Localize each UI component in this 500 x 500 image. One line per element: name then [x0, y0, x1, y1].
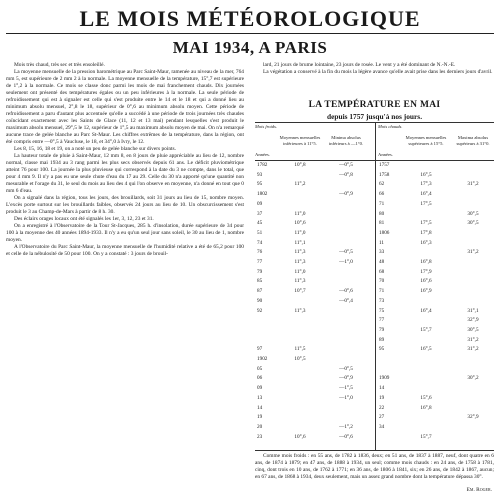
cell-mean-cold: 11°,3	[294, 259, 306, 265]
cell-year-warm: 62	[379, 181, 385, 188]
cell-year-warm: 33	[379, 249, 385, 256]
column-header-year: Années.	[378, 152, 393, 157]
cell-min-cold: —0°,8	[339, 171, 353, 178]
cell-min-cold: —0°,5	[339, 162, 353, 168]
cell-mean-cold: 11°,1	[294, 239, 306, 246]
cell-mean-warm: 17°,9	[420, 268, 432, 275]
cell-year-cold: 23	[257, 433, 263, 440]
table-row	[255, 240, 494, 248]
table-row	[255, 327, 494, 335]
cell-min-cold: —0°,9	[339, 191, 353, 198]
paragraph: La moyenne mensuelle de la pression barométrique au Parc Saint-Maur, ramenée au niveau de la mer, 764 mm 5, est supérieure de 2 mm 2 à la normale. La moyenne mensuelle de la température, 15°,7 est supérieure de 1°,2 à la normale. Ce mois se classe donc parmi les mois de mai franchement chauds. Dix journées seulement ont présenté des températures égales ou un peu inférieures à la normale. La seule période de refroidissement qui est à signaler est celle qui s'est produite entre le 14 et le 18 et qui a donné lieu au minimum absolu mensuel, 2°,8 le 18, supérieur de 0°,6 au minimum absolu moyen. Cette période de refroidissement a paru d'autant plus accentuée qu'elle a succédé à une période de trois journées très chaudes coïncidant exactement avec les Saints de Glace (11, 12 et 13 mai) pendant lesquelles s'est produit le maximum absolu mensuel, 29°,5 le 12, supérieur de 1°,5 au maximum absolu moyen de mai. On n'a remarqué aucune trace de gelée blanche au Parc St-Maur. Les chiffres extrêmes de la température, dans la région, ont été compris entre —0°,5 à Vaucluse, le 18, et 34°,0 à Ivry, le 12.	[6, 69, 244, 145]
table-row	[255, 385, 494, 393]
table-row	[255, 201, 494, 209]
table-row	[255, 395, 494, 403]
table-row	[255, 278, 494, 286]
cell-year-cold: 45	[257, 220, 263, 227]
cell-max-warm: 30°,5	[467, 220, 479, 227]
table-row	[255, 249, 494, 257]
cell-min-cold: —1°,5	[339, 385, 353, 392]
cell-mean-warm: 16°,5	[420, 171, 432, 178]
paragraph: Les 8, 15, 16, 18 et 19, on a noté un peu de gelée blanche sur divers points.	[14, 146, 176, 152]
table-row	[255, 317, 494, 325]
paragraph: La hauteur totale de pluie à Saint-Maur, 12 mm 8, en 8 jours de pluie appréciable au lieu de 12, nombre normal, classe mai 1934 au 3 rang parmi les plus secs observés depuis 61 ans. Le déficit pluviométrique atteint 76 pour 100. La journée la plus pluvieuse qui correspond à la date du 3 ne compte, dans le total, que pour 4 mm 9. Il n'y a pas eu une seule chute d'eau du 17 au 29. Celle du 30 n'a apporté qu'une quantité non mesurable et l'orage du 31, le seul du mois au lieu des 4 qui l'on observe en moyenne, n'a donné en tout que 0 mm 6 d'eau.	[6, 153, 244, 194]
table-row	[255, 337, 494, 345]
cell-year-cold: 85	[257, 278, 263, 285]
cell-year-cold: 09	[257, 385, 263, 392]
paragraph: La végétation a conservé à la fin du mois la légère avance qu'elle avait prise dans les derniers jours d'avril.	[263, 69, 493, 75]
cell-mean-warm: 16°,3	[420, 239, 432, 246]
cell-year-warm: 11	[379, 239, 384, 246]
column-header-max-superior: Maxima absolus supérieurs à 31°0.	[456, 135, 490, 146]
column-header-year: Années.	[255, 152, 270, 157]
cell-mean-warm: 16°,8	[420, 259, 432, 265]
cell-mean-cold: 10°,7	[294, 288, 306, 295]
cell-year-warm: 1909	[379, 375, 390, 382]
cell-year-warm: 1757	[379, 162, 390, 168]
cell-year-cold: 05	[257, 365, 263, 372]
cell-max-warm: 31°,2	[467, 249, 479, 256]
cell-min-cold: —0°,4	[339, 297, 353, 304]
cell-max-warm: 30°,2	[467, 375, 479, 382]
cell-max-warm: 31°,1	[467, 307, 479, 314]
cell-year-cold: 90	[257, 297, 263, 304]
cell-mean-cold: 10°,6	[294, 220, 306, 227]
table-row	[255, 259, 494, 267]
cell-min-cold: —1°,0	[339, 259, 353, 265]
cell-year-warm: 77	[379, 317, 385, 324]
cell-year-cold: 95	[257, 181, 263, 188]
cell-mean-cold: 11°,0	[294, 229, 306, 236]
cell-year-cold: 1802	[257, 191, 268, 198]
cell-year-warm: 80	[379, 210, 385, 217]
cell-year-warm: 68	[379, 268, 385, 275]
cell-mean-cold: 11°,3	[294, 307, 306, 314]
cell-mean-cold: 11°,5	[294, 346, 306, 353]
cell-mean-cold: 11°,3	[294, 278, 306, 285]
page-subtitle: MAI 1934, A PARIS	[172, 38, 328, 57]
cell-mean-cold: 11°,0	[294, 210, 306, 217]
cell-mean-cold: 10°,8	[294, 162, 306, 168]
cell-year-warm: 27	[379, 414, 385, 421]
left-column-text	[6, 62, 244, 258]
table-row	[255, 375, 494, 383]
cell-min-cold: —0°,9	[339, 375, 353, 382]
cell-year-warm: 1758	[379, 171, 390, 178]
cell-year-warm: 75	[379, 307, 385, 314]
table-row	[255, 298, 494, 306]
cell-year-cold: 76	[257, 249, 263, 256]
cell-year-cold: 92	[257, 307, 263, 314]
table-row	[255, 366, 494, 374]
paragraph: On a enregistré à l'Observatoire de la Tour St-Jacques, 285 h. d'insolation, durée supérieure de 34 pour 100 à la moyenne des 40 années 1894-1933. Il n'y a eu qu'un seul jour sans soleil, le 30 au lieu de 1, nombre moyen.	[6, 223, 244, 243]
cell-year-warm: 89	[379, 336, 385, 343]
paragraph: Des éclairs orages locaux ont été signalés les 1er, 3, 12, 23 et 31.	[14, 216, 154, 222]
table-row	[255, 230, 494, 238]
cell-mean-warm: 16°,4	[420, 191, 432, 198]
cell-mean-warm: 17°,5	[420, 220, 432, 227]
cell-min-cold: —0°,6	[339, 433, 353, 440]
cell-year-cold: 19	[257, 414, 263, 421]
table-row	[255, 220, 494, 228]
table-row	[255, 434, 494, 442]
cell-year-cold: 09	[257, 200, 263, 207]
group-label-cold: Mois froids.	[255, 124, 278, 129]
cell-mean-cold: 11°,0	[294, 268, 306, 275]
table-row	[255, 308, 494, 316]
cell-mean-warm: 15°,7	[420, 433, 432, 440]
paragraph: Comme mois froids : en 55 ans, de 1782 à 1836, deux; en 51 ans, de 1837 à 1887, neuf, dont quatre en 6 ans, de 1874 à 1879; en 47 ans, de 1888 à 1934, un seul; comme mois chauds : en 24 ans, de 1758 à 1781, cinq, dont trois en 10 ans, de 1762 à 1771; en 36 ans, de 1806 à 1841, six; en 26 ans, de 1842 à 1867, aucun; en 67 ans, de 1868 à 1934, deux seulement, mais un assez grand nombre dont la température dépassa 30°.	[255, 453, 494, 480]
cell-min-cold: —1°,2	[339, 423, 353, 430]
cell-year-cold: 93	[257, 171, 263, 178]
cell-mean-cold: 10°,5	[294, 356, 306, 362]
cell-min-cold: —0°,5	[339, 365, 353, 372]
table-row	[255, 424, 494, 432]
cell-year-warm: 71	[379, 288, 385, 295]
table-row	[255, 269, 494, 277]
cell-year-cold: 87	[257, 288, 263, 295]
paragraph: Mois très chaud, très sec et très ensoleillé.	[14, 62, 105, 68]
cell-mean-warm: 15°,7	[420, 326, 432, 333]
cell-mean-warm: 16°,9	[420, 288, 432, 295]
cell-max-warm: 31°,2	[467, 346, 479, 353]
cell-mean-warm: 16°,4	[420, 307, 432, 314]
column-header-min-inferior: Minima absolus inférieurs à —1°0.	[328, 135, 364, 146]
column-header-mean-inferior: Moyennes mensuelles inférieures à 11°5.	[279, 135, 321, 146]
cell-year-warm: 1806	[379, 229, 390, 236]
cell-year-warm: 34	[379, 423, 385, 430]
cell-mean-warm: 17°,3	[420, 181, 432, 188]
cell-year-warm: 73	[379, 297, 385, 304]
table-commentary	[255, 453, 494, 481]
cell-year-cold: 79	[257, 268, 263, 275]
table-row	[255, 356, 494, 364]
cell-mean-warm: 17°,8	[420, 229, 432, 236]
cell-year-warm: 66	[379, 191, 385, 198]
paragraph: On a signalé dans la région, tous les jours, des brouillards, soit 31 jours au lieu de 15, nombre moyen. L'excès porte surtout sur les brouillards faibles, observés 24 jours au lieu de 10. Un obscurcissement s'est produit le 3 au Champ-de-Mars à partir de 8 h. 30.	[6, 195, 244, 215]
cell-year-warm: 71	[379, 200, 385, 207]
table-subtitle: depuis 1757 jusqu'à nos jours.	[326, 112, 423, 121]
cell-year-warm: 19	[379, 394, 385, 401]
cell-max-warm: 30°,5	[467, 326, 479, 333]
cell-year-cold: 37	[257, 210, 263, 217]
cell-year-cold: 51	[257, 229, 263, 236]
cell-max-warm: 30°,5	[467, 210, 479, 217]
cell-mean-cold: 11°,2	[294, 181, 306, 188]
cell-min-cold: —0°,6	[339, 288, 353, 295]
table-row	[255, 405, 494, 413]
table-row	[255, 288, 494, 296]
table-row	[255, 162, 494, 170]
cell-mean-warm: 17°,5	[420, 200, 432, 207]
cell-mean-warm: 16°,6	[420, 278, 432, 285]
cell-year-cold: 20	[257, 423, 263, 430]
table-row	[255, 414, 494, 422]
column-header-mean-superior: Moyennes mensuelles supérieures à 15°5.	[405, 135, 447, 146]
cell-min-cold: —0°,5	[339, 249, 353, 256]
cell-mean-warm: 16°,5	[420, 346, 432, 353]
right-column-text	[255, 62, 494, 76]
table-bottom-rule	[255, 450, 494, 451]
cell-min-cold: —1°,0	[339, 394, 353, 401]
cell-year-warm: 70	[379, 278, 385, 285]
cell-year-cold: 1782	[257, 162, 268, 168]
paragraph: lard, 21 jours de brume lointaine, 23 jours de rosée. Le vent y a été dominant de N.-N.-E.	[263, 62, 456, 68]
paragraph: A l'Observatoire du Parc Saint-Maur, la moyenne mensuelle de l'humidité relative a été de 65,2 pour 100 et celle de la nébulosité de 50 pour 100. On y a constaté : 3 jours de brouil-	[6, 244, 244, 257]
cell-year-cold: 06	[257, 375, 263, 382]
cell-year-cold: 1902	[257, 356, 268, 362]
cell-year-warm: 22	[379, 404, 385, 411]
cell-max-warm: 31°,2	[467, 336, 479, 343]
group-label-warm: Mois chauds.	[378, 124, 403, 129]
table-row	[255, 172, 494, 180]
cell-year-warm: 48	[379, 259, 385, 265]
cell-year-cold: 97	[257, 346, 263, 353]
cell-mean-warm: 16°,8	[420, 404, 432, 411]
cell-year-cold: 77	[257, 259, 263, 265]
cell-max-warm: 32°,9	[467, 317, 479, 324]
cell-year-cold: 74	[257, 239, 263, 246]
cell-max-warm: 31°,2	[467, 181, 479, 188]
table-row	[255, 181, 494, 189]
page-title: LE MOIS MÉTÉOROLOGIQUE	[79, 6, 421, 31]
cell-year-warm: 79	[379, 326, 385, 333]
cell-mean-warm: 15°,6	[420, 394, 432, 401]
table-row	[255, 211, 494, 219]
cell-mean-cold: 11°,3	[294, 249, 306, 256]
cell-year-warm: 95	[379, 346, 385, 353]
table-row	[255, 346, 494, 354]
table-title: LA TEMPÉRATURE EN MAI	[308, 100, 441, 110]
title-rule	[6, 33, 494, 34]
cell-year-cold: 14	[257, 404, 263, 411]
cell-max-warm: 32°,9	[467, 414, 479, 421]
author-signature: Em. Roger.	[466, 487, 492, 493]
table-row	[255, 191, 494, 199]
cell-year-warm: 14	[379, 385, 385, 392]
cell-mean-cold: 10°,6	[294, 433, 306, 440]
cell-year-warm: 81	[379, 220, 385, 227]
cell-year-cold: 13	[257, 394, 263, 401]
